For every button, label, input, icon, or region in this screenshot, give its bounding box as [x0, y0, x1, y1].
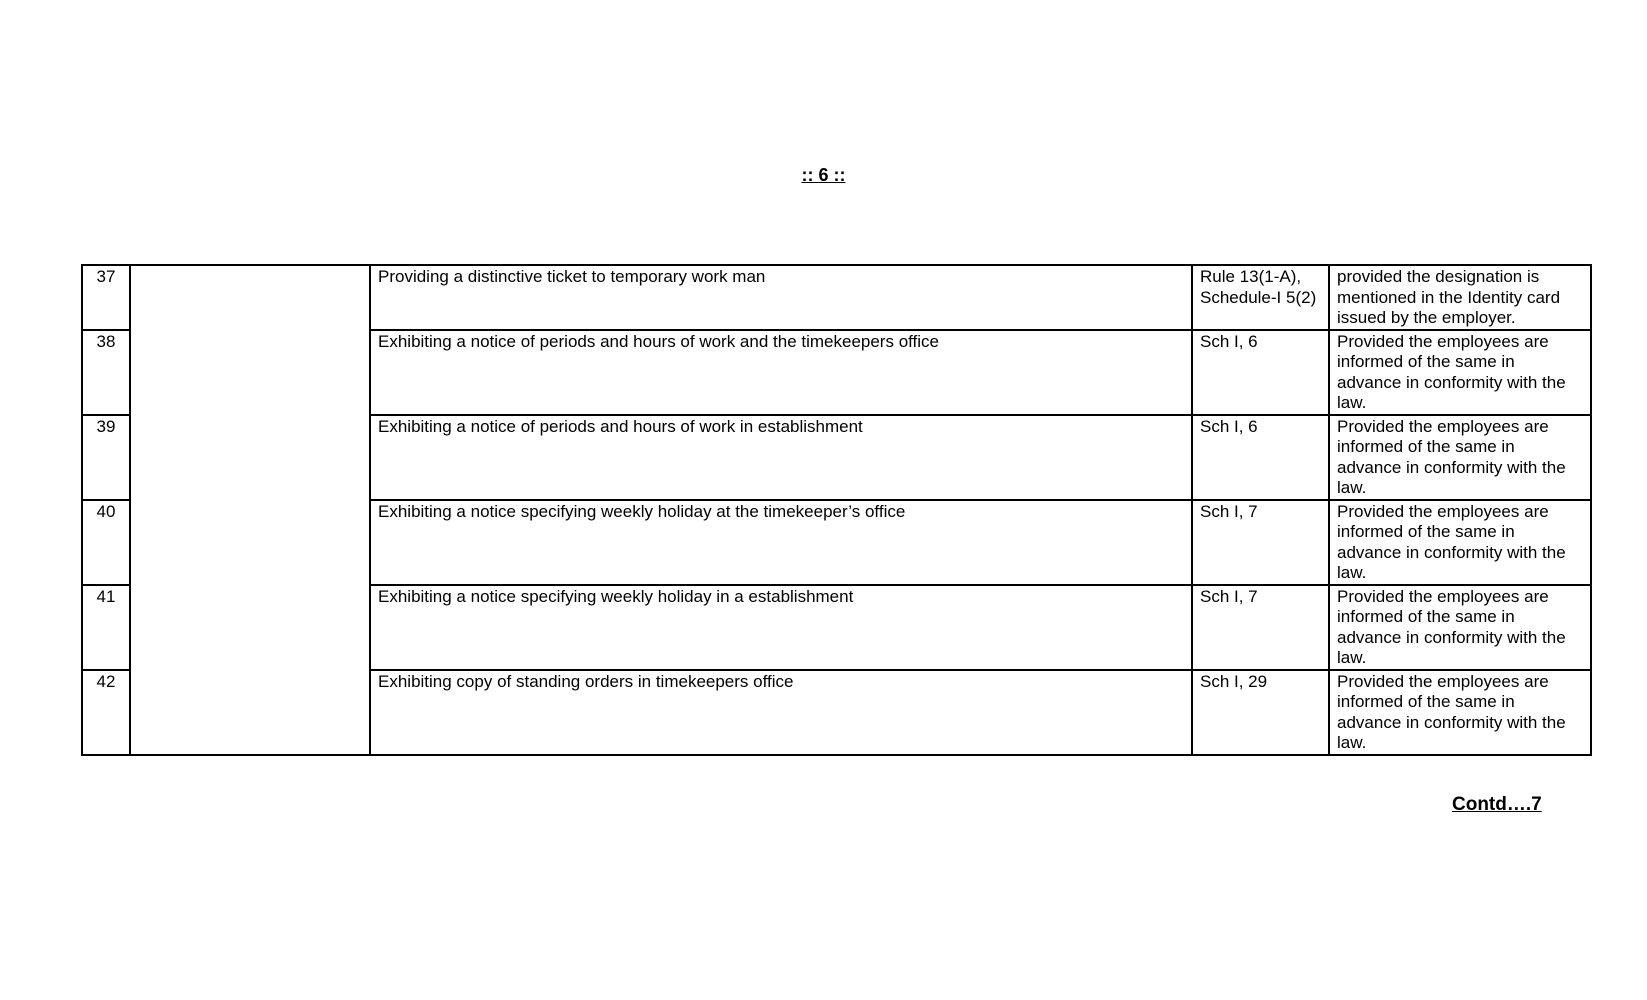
row-description: Exhibiting a notice specifying weekly holiday in a establishment: [370, 585, 1192, 670]
row-remarks: provided the designation is mentioned in the Identity card issued by the employer.: [1329, 265, 1591, 330]
row-description: Providing a distinctive ticket to temporary work man: [370, 265, 1192, 330]
row-description: Exhibiting copy of standing orders in timekeepers office: [370, 670, 1192, 755]
row-reference: Rule 13(1-A), Schedule-I 5(2): [1192, 265, 1329, 330]
row-reference: Sch I, 6: [1192, 330, 1329, 415]
row-description: Exhibiting a notice of periods and hours of work and the timekeepers office: [370, 330, 1192, 415]
row-remarks: Provided the employees are informed of the same in advance in conformity with the law.: [1329, 585, 1591, 670]
row-number: 42: [82, 670, 130, 755]
row-reference: Sch I, 7: [1192, 585, 1329, 670]
row-number: 37: [82, 265, 130, 330]
row-remarks: Provided the employees are informed of the same in advance in conformity with the law.: [1329, 500, 1591, 585]
row-number: 39: [82, 415, 130, 500]
row-remarks: Provided the employees are informed of the same in advance in conformity with the law.: [1329, 330, 1591, 415]
row-remarks: Provided the employees are informed of the same in advance in conformity with the law.: [1329, 415, 1591, 500]
table-row: [82, 265, 1591, 330]
row-description: Exhibiting a notice specifying weekly holiday at the timekeeper’s office: [370, 500, 1192, 585]
row-description: Exhibiting a notice of periods and hours of work in establishment: [370, 415, 1192, 500]
continued-label: Contd….7: [1452, 794, 1542, 815]
row-number: 38: [82, 330, 130, 415]
merged-blank-cell: [130, 265, 370, 755]
row-reference: Sch I, 29: [1192, 670, 1329, 755]
row-reference: Sch I, 6: [1192, 415, 1329, 500]
row-remarks: Provided the employees are informed of the same in advance in conformity with the law.: [1329, 670, 1591, 755]
page-number: :: 6 ::: [801, 165, 846, 185]
row-number: 40: [82, 500, 130, 585]
regulation-table: [81, 264, 1592, 756]
row-number: 41: [82, 585, 130, 670]
row-reference: Sch I, 7: [1192, 500, 1329, 585]
